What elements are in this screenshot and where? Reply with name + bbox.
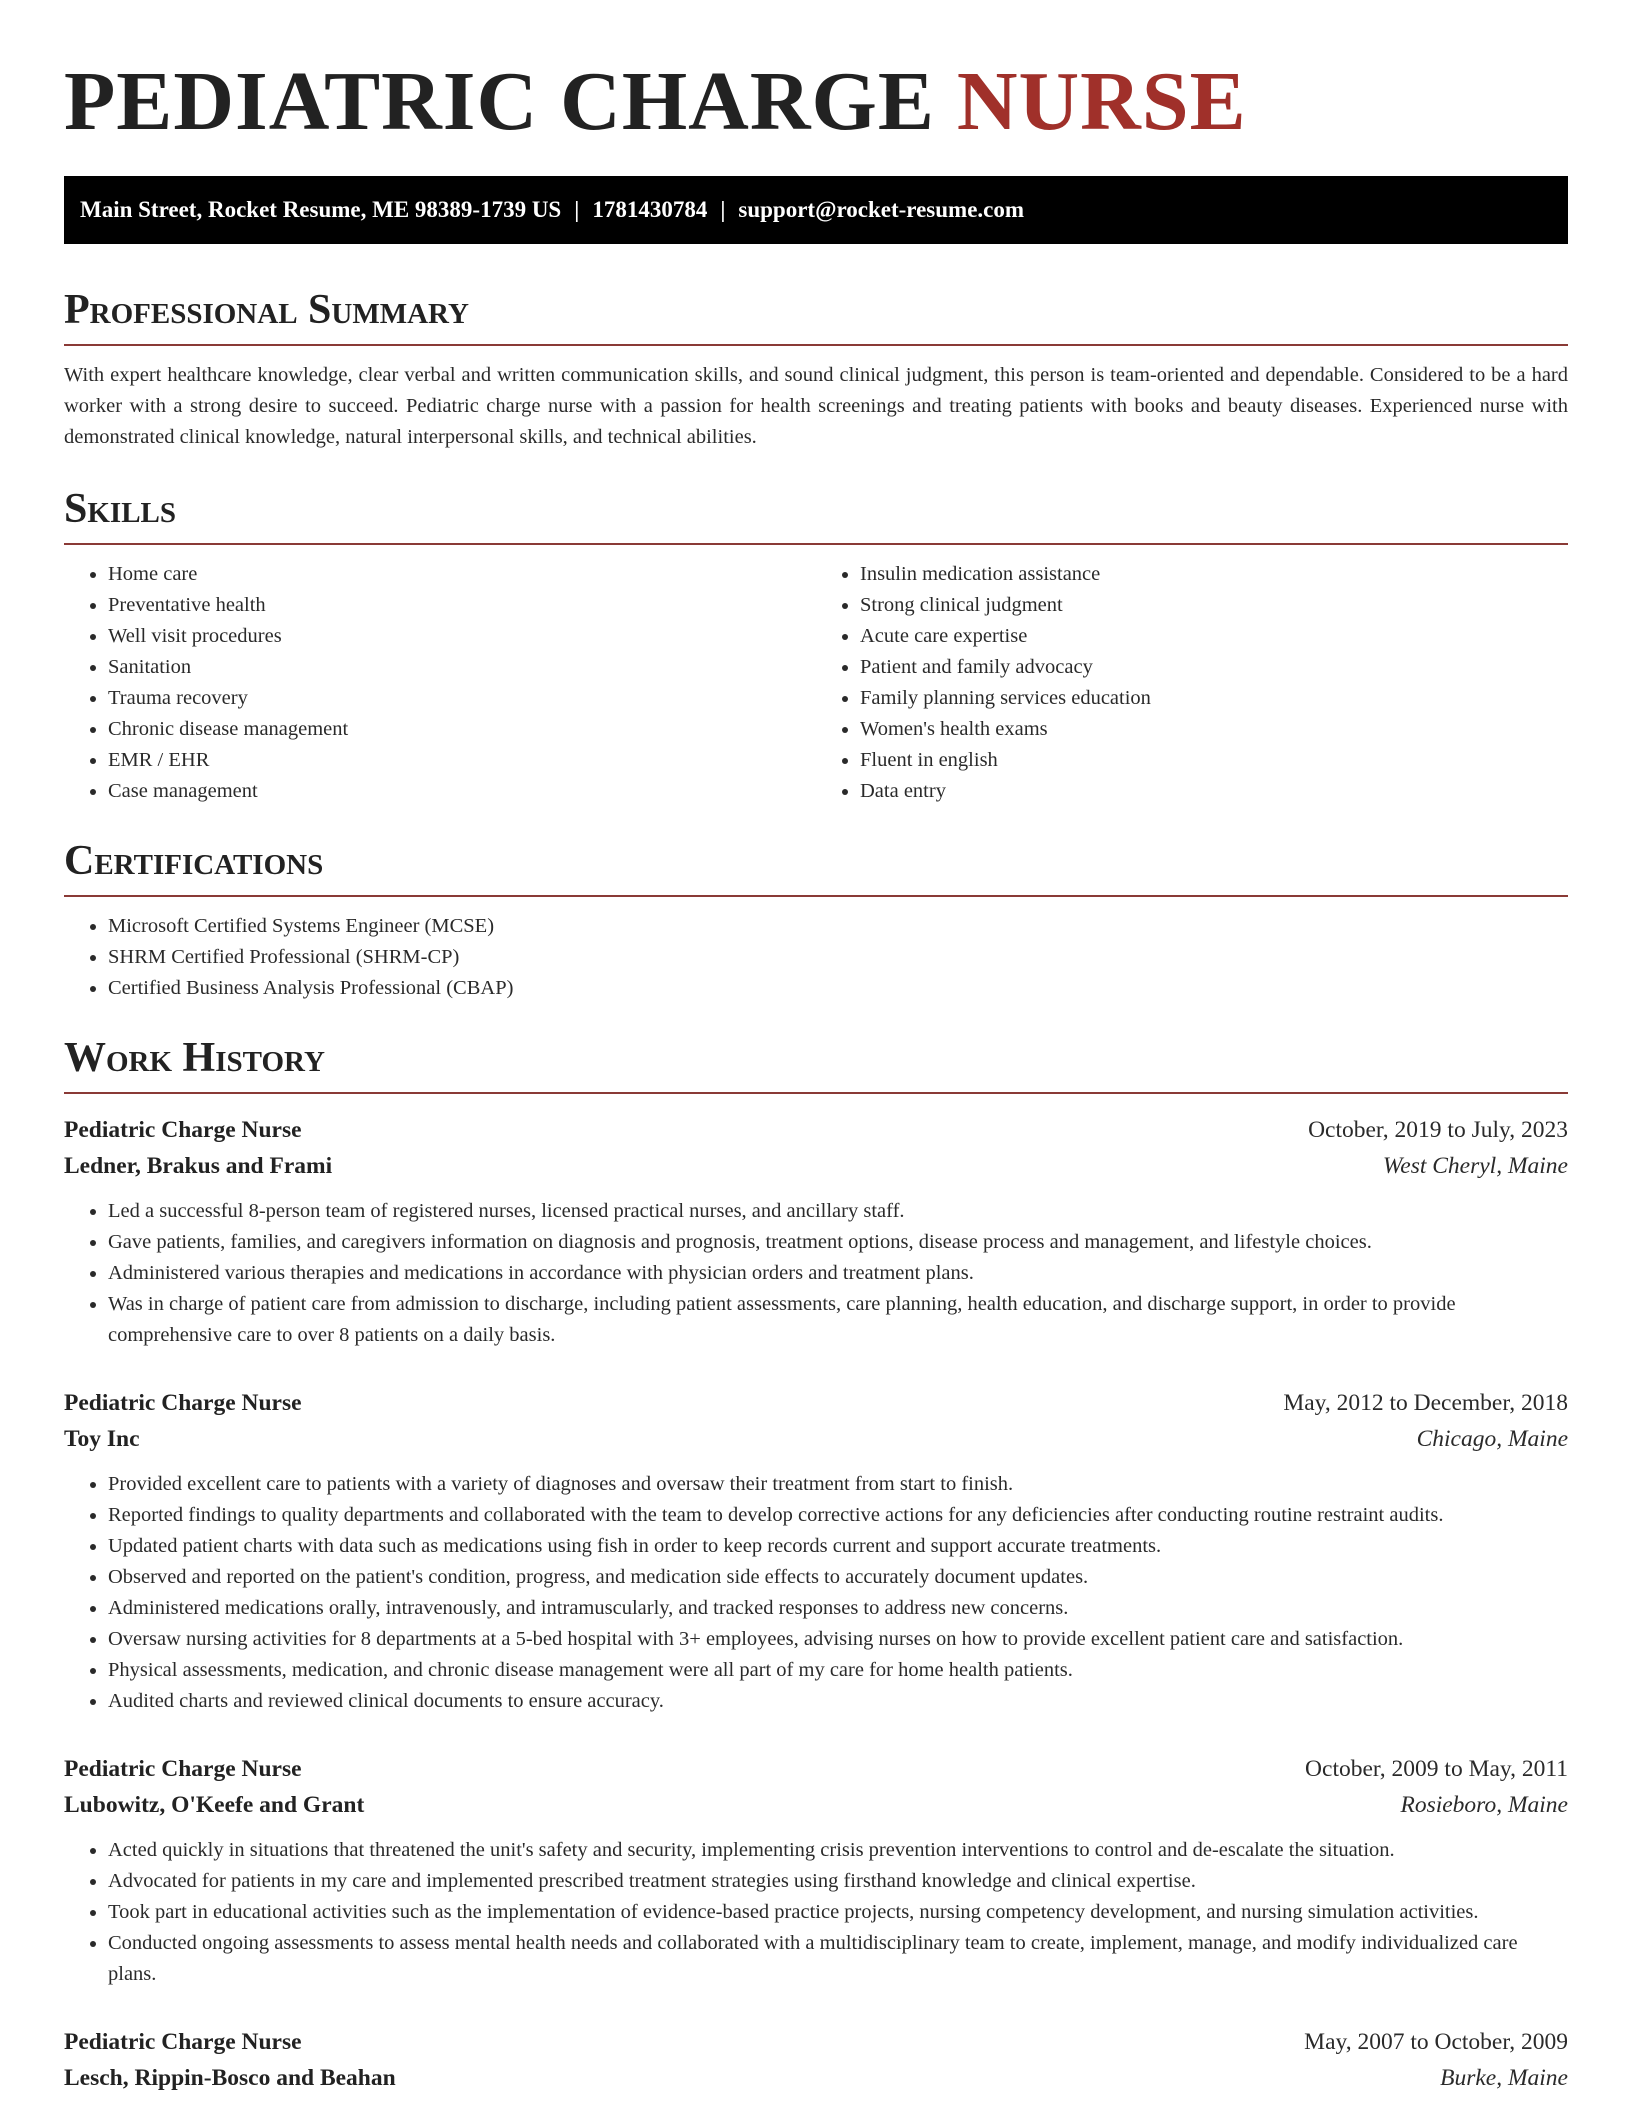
contact-phone: 1781430784 (592, 197, 708, 222)
job-dates: October, 2019 to July, 2023 (1308, 1117, 1568, 1143)
skill-item: • Patient and family advocacy (860, 652, 1568, 683)
skill-item: • Chronic disease management (108, 714, 816, 745)
skill-item: • Sanitation (108, 652, 816, 683)
job-title: Pediatric Charge Nurse (64, 1117, 302, 1143)
job-location: Burke, Maine (1440, 2065, 1568, 2091)
job-title: Pediatric Charge Nurse (64, 1390, 302, 1416)
job-duty: • Was in charge of patient care from admission to discharge, including patient assessments, care planning, health education, and discharge support, in order to provide comprehensive care to over 8 patients on a daily basis. (108, 1289, 1568, 1351)
certification-item: • SHRM Certified Professional (SHRM-CP) (108, 942, 1568, 973)
contact-bar (64, 176, 1568, 244)
job-company: Ledner, Brakus and Frami (64, 1153, 333, 1179)
job-duty: • Audited charts and reviewed clinical documents to ensure accuracy. (108, 1686, 1568, 1717)
job-entry (64, 2024, 1568, 2096)
job-duties (64, 1196, 1568, 1351)
job-title: Pediatric Charge Nurse (64, 1756, 302, 1782)
skill-item: • EMR / EHR (108, 745, 816, 776)
certification-item: • Certified Business Analysis Professional (CBAP) (108, 973, 1568, 1004)
skill-item: • Trauma recovery (108, 683, 816, 714)
job-employer-row (64, 1421, 1568, 1457)
skills-list-right (816, 559, 1568, 807)
certifications-heading: Certifications (64, 835, 1568, 897)
contact-email[interactable]: support@rocket-resume.com (738, 197, 1025, 222)
skill-item: • Fluent in english (860, 745, 1568, 776)
job-duty: • Led a successful 8-person team of registered nurses, licensed practical nurses, and ancillary staff. (108, 1196, 1568, 1227)
job-location: Chicago, Maine (1416, 1426, 1568, 1452)
job-header-row (64, 1385, 1568, 1421)
job-header-row (64, 1751, 1568, 1787)
summary-heading: Professional Summary (64, 284, 1568, 346)
job-duty: • Oversaw nursing activities for 8 departments at a 5-bed hospital with 3+ employees, advising nurses on how to provide excellent patient care and satisfaction. (108, 1624, 1568, 1655)
skill-item: • Data entry (860, 776, 1568, 807)
contact-address: Main Street, Rocket Resume, ME 98389-1739 US (80, 197, 562, 222)
job-location: Rosieboro, Maine (1400, 1792, 1568, 1818)
skill-item: • Strong clinical judgment (860, 590, 1568, 621)
skill-item: • Case management (108, 776, 816, 807)
job-duty: • Acted quickly in situations that threatened the unit's safety and security, implementing crisis prevention interventions to control and de-escalate the situation. (108, 1835, 1568, 1866)
resume-title (64, 0, 1568, 176)
job-employer-row (64, 1148, 1568, 1184)
job-employer-row (64, 1787, 1568, 1823)
job-dates: May, 2007 to October, 2009 (1304, 2029, 1568, 2055)
skill-item: • Women's health exams (860, 714, 1568, 745)
skills-list-left (64, 559, 816, 807)
work-history-heading: Work History (64, 1032, 1568, 1094)
job-duty: • Gave patients, families, and caregivers information on diagnosis and prognosis, treatment options, disease process and management, and lifestyle choices. (108, 1227, 1568, 1258)
job-dates: May, 2012 to December, 2018 (1283, 1390, 1568, 1416)
job-duty: • Reported findings to quality departments and collaborated with the team to develop corrective actions for any deficiencies after conducting routine restraint audits. (108, 1500, 1568, 1531)
skill-item: • Family planning services education (860, 683, 1568, 714)
job-duty: • Updated patient charts with data such as medications using fish in order to keep records current and support accurate treatments. (108, 1531, 1568, 1562)
contact-separator: | (574, 197, 580, 222)
title-main: PEDIATRIC CHARGE (64, 55, 935, 148)
job-duty: • Physical assessments, medication, and chronic disease management were all part of my care for home health patients. (108, 1655, 1568, 1686)
skills-heading: Skills (64, 483, 1568, 545)
job-company: Lubowitz, O'Keefe and Grant (64, 1792, 365, 1818)
job-dates: October, 2009 to May, 2011 (1305, 1756, 1568, 1782)
job-duty: • Administered various therapies and medications in accordance with physician orders and treatment plans. (108, 1258, 1568, 1289)
certifications-list (64, 911, 1568, 1004)
certification-item: • Microsoft Certified Systems Engineer (MCSE) (108, 911, 1568, 942)
job-header-row (64, 2024, 1568, 2060)
job-duty: • Administered medications orally, intravenously, and intramuscularly, and tracked responses to address new concerns. (108, 1593, 1568, 1624)
job-duty: • Provided excellent care to patients with a variety of diagnoses and oversaw their treatment from start to finish. (108, 1469, 1568, 1500)
skill-item: • Preventative health (108, 590, 816, 621)
job-entry (64, 1385, 1568, 1717)
summary-text: With expert healthcare knowledge, clear verbal and written communication skills, and sound clinical judgment, this person is team-oriented and dependable. Considered to be a hard worker with a strong desire to succeed. Pediatric charge nurse with a passion for health screenings and treating patients with books and beauty diseases. Experienced nurse with demonstrated clinical knowledge, natural interpersonal skills, and technical abilities. (64, 364, 1568, 448)
job-header-row (64, 1112, 1568, 1148)
skill-item: • Insulin medication assistance (860, 559, 1568, 590)
job-duty: • Conducted ongoing assessments to assess mental health needs and collaborated with a multidisciplinary team to create, implement, manage, and modify individualized care plans. (108, 1928, 1568, 1990)
job-company: Toy Inc (64, 1426, 140, 1452)
contact-separator: | (720, 197, 726, 222)
skill-item: • Acute care expertise (860, 621, 1568, 652)
title-accent: NURSE (956, 55, 1247, 148)
job-duties (64, 1835, 1568, 1990)
skill-item: • Home care (108, 559, 816, 590)
job-entry (64, 1112, 1568, 1351)
job-duty: • Observed and reported on the patient's condition, progress, and medication side effects to accurately document updates. (108, 1562, 1568, 1593)
skills-columns (64, 559, 1568, 807)
job-duties (64, 1469, 1568, 1717)
job-entry (64, 1751, 1568, 1990)
job-duty: • Took part in educational activities such as the implementation of evidence-based practice projects, nursing competency development, and nursing simulation activities. (108, 1897, 1568, 1928)
job-company: Lesch, Rippin-Bosco and Beahan (64, 2065, 396, 2091)
job-title: Pediatric Charge Nurse (64, 2029, 302, 2055)
job-duty: • Advocated for patients in my care and implemented prescribed treatment strategies using firsthand knowledge and clinical expertise. (108, 1866, 1568, 1897)
job-employer-row (64, 2060, 1568, 2096)
job-location: West Cheryl, Maine (1382, 1153, 1568, 1179)
skill-item: • Well visit procedures (108, 621, 816, 652)
